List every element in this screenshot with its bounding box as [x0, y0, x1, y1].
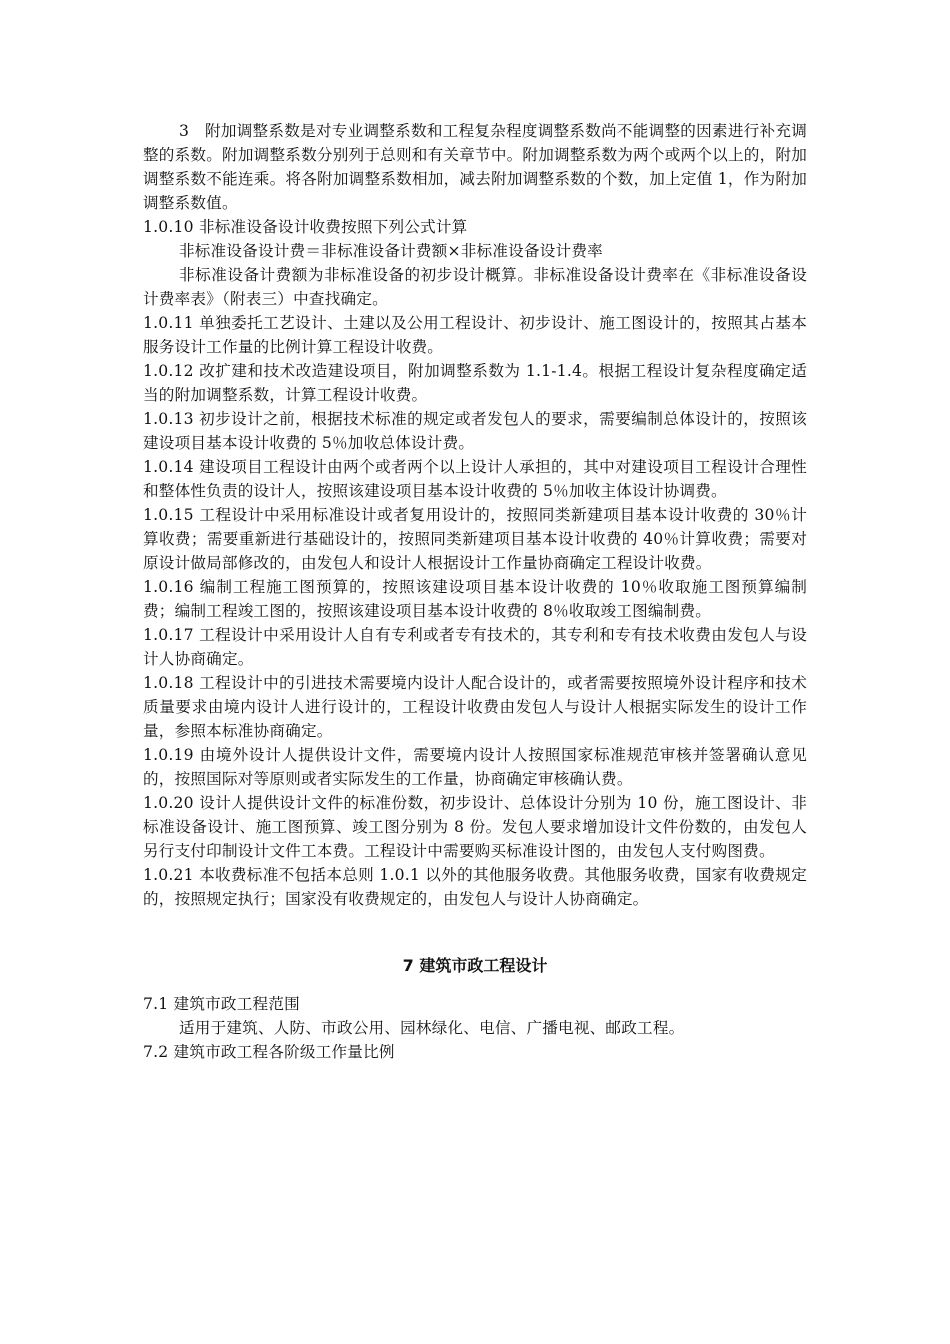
scope-description: 适用于建筑、人防、市政公用、园林绿化、电信、广播电视、邮政工程。	[179, 1019, 685, 1037]
formula-line: 非标准设备设计费＝非标准设备计费额×非标准设备设计费率	[179, 242, 603, 260]
section-heading: 7 建筑市政工程设计	[402, 956, 548, 975]
clause-1-0-15: 1.0.15 工程设计中采用标准设计或者复用设计的，按照同类新建项目基本设计收费的 30％计算收费；需要重新进行基础设计的，按照同类新建项目基本设计收费的 40％计算收费；需要对原设计做局部修改的，由发包人和设计人根据设计工作量协商确定工程设计收费。	[143, 506, 807, 572]
clause-1-0-11: 1.0.11 单独委托工艺设计、土建以及公用工程设计、初步设计、施工图设计的，按照其占基本服务设计工作量的比例计算工程设计收费。	[143, 314, 807, 356]
clause-1-0-10: 1.0.10 非标准设备设计收费按照下列公式计算	[143, 218, 468, 236]
clause-1-0-17: 1.0.17 工程设计中采用设计人自有专利或者专有技术的，其专利和专有技术收费由发包人与设计人协商确定。	[143, 626, 807, 668]
paragraph-nonstandard-equipment: 非标准设备计费额为非标准设备的初步设计概算。非标准设备设计费率在《非标准设备设计费率表》（附表三）中查找确定。	[143, 266, 807, 308]
clause-1-0-20: 1.0.20 设计人提供设计文件的标准份数，初步设计、总体设计分别为 10 份，施工图设计、非标准设备设计、施工图预算、竣工图分别为 8 份。发包人要求增加设计文件份数的，由发包人另行支付印制设计文件工本费。工程设计中需要购买标准设计图的，由发包人支付购图费。	[143, 794, 807, 860]
clause-1-0-18: 1.0.18 工程设计中的引进技术需要境内设计人配合设计的，或者需要按照境外设计程序和技术质量要求由境内设计人进行设计的，工程设计收费由发包人与设计人根据实际发生的设计工作量，参照本标准协商确定。	[143, 674, 807, 740]
clause-1-0-16: 1.0.16 编制工程施工图预算的，按照该建设项目基本设计收费的 10％收取施工图预算编制费；编制工程竣工图的，按照该建设项目基本设计收费的 8％收取竣工图编制费。	[143, 578, 807, 620]
clause-1-0-21: 1.0.21 本收费标准不包括本总则 1.0.1 以外的其他服务收费。其他服务收费，国家有收费规定的，按照规定执行；国家没有收费规定的，由发包人与设计人协商确定。	[143, 866, 807, 908]
clause-1-0-13: 1.0.13 初步设计之前，根据技术标准的规定或者发包人的要求，需要编制总体设计的，按照该建设项目基本设计收费的 5％加收总体设计费。	[143, 410, 807, 452]
clause-7-1: 7.1 建筑市政工程范围	[143, 995, 300, 1013]
paragraph-adjustment-coefficient: 3 附加调整系数是对专业调整系数和工程复杂程度调整系数尚不能调整的因素进行补充调整的系数。附加调整系数分别列于总则和有关章节中。附加调整系数为两个或两个以上的，附加调整系数不能连乘。将各附加调整系数相加，减去附加调整系数的个数，加上定值 1，作为附加调整系数值。	[143, 122, 807, 212]
clause-1-0-12: 1.0.12 改扩建和技术改造建设项目，附加调整系数为 1.1-1.4。根据工程设计复杂程度确定适当的附加调整系数，计算工程设计收费。	[143, 362, 807, 404]
document-page	[143, 119, 807, 1064]
clause-1-0-14: 1.0.14 建设项目工程设计由两个或者两个以上设计人承担的，其中对建设项目工程设计合理性和整体性负责的设计人，按照该建设项目基本设计收费的 5％加收主体设计协调费。	[143, 458, 807, 500]
clause-7-2: 7.2 建筑市政工程各阶级工作量比例	[143, 1043, 395, 1061]
clause-1-0-19: 1.0.19 由境外设计人提供设计文件，需要境内设计人按照国家标准规范审核并签署确认意见的，按照国际对等原则或者实际发生的工作量，协商确定审核确认费。	[143, 746, 807, 788]
